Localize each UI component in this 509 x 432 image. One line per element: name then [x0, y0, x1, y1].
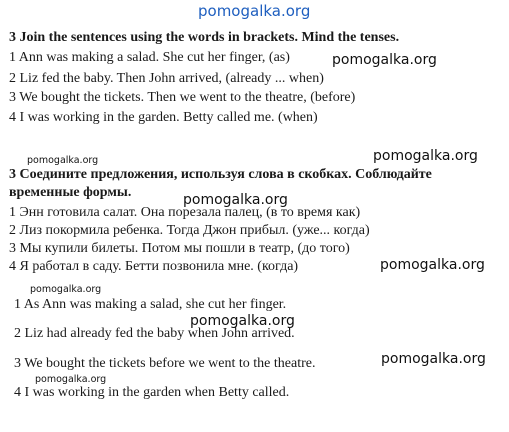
watermark-1: pomogalka.org — [332, 52, 437, 68]
watermark-7: pomogalka.org — [190, 313, 295, 329]
russian-task-line-4: 4 Я работал в саду. Бетти позвонила мне. (когда) — [9, 259, 299, 274]
watermark-2: pomogalka.org — [27, 155, 99, 166]
russian-task-heading-line-1: 3 Соедините предложения, используя слова в скобках. Соблюдайте — [9, 167, 432, 182]
english-task-heading: 3 Join the sentences using the words in brackets. Mind the tenses. — [9, 30, 400, 45]
watermark-6: pomogalka.org — [30, 284, 102, 295]
watermark-4: pomogalka.org — [183, 192, 288, 208]
watermark-3: pomogalka.org — [373, 148, 478, 164]
english-task-line-3: 3 We bought the tickets. Then we went to the theatre, (before) — [9, 90, 356, 105]
watermark-8: pomogalka.org — [381, 351, 486, 367]
answer-2: 2 Liz had already fed the baby when John arrived. — [14, 326, 295, 341]
answer-3: 3 We bought the tickets before we went to the theatre. — [14, 356, 316, 371]
english-task-line-4: 4 I was working in the garden. Betty called me. (when) — [9, 110, 318, 125]
watermark-9: pomogalka.org — [35, 374, 107, 385]
english-task-line-1: 1 Ann was making a salad. She cut her finger, (as) — [9, 50, 290, 65]
answer-4: 4 I was working in the garden when Betty called. — [14, 385, 290, 400]
answer-1: 1 As Ann was making a salad, she cut her finger. — [14, 297, 287, 312]
watermark-5: pomogalka.org — [380, 257, 485, 273]
russian-task-line-3: 3 Мы купили билеты. Потом мы пошли в театр, (до того) — [9, 241, 350, 256]
russian-task-line-2: 2 Лиз покормила ребенка. Тогда Джон прибыл. (уже... когда) — [9, 223, 370, 238]
russian-task-line-1: 1 Энн готовила салат. Она порезала палец, (в то время как) — [9, 205, 361, 220]
watermark-top: pomogalka.org — [198, 2, 311, 20]
russian-task-heading-line-2: временные формы. — [9, 185, 132, 200]
english-task-line-2: 2 Liz fed the baby. Then John arrived, (already ... when) — [9, 71, 324, 86]
